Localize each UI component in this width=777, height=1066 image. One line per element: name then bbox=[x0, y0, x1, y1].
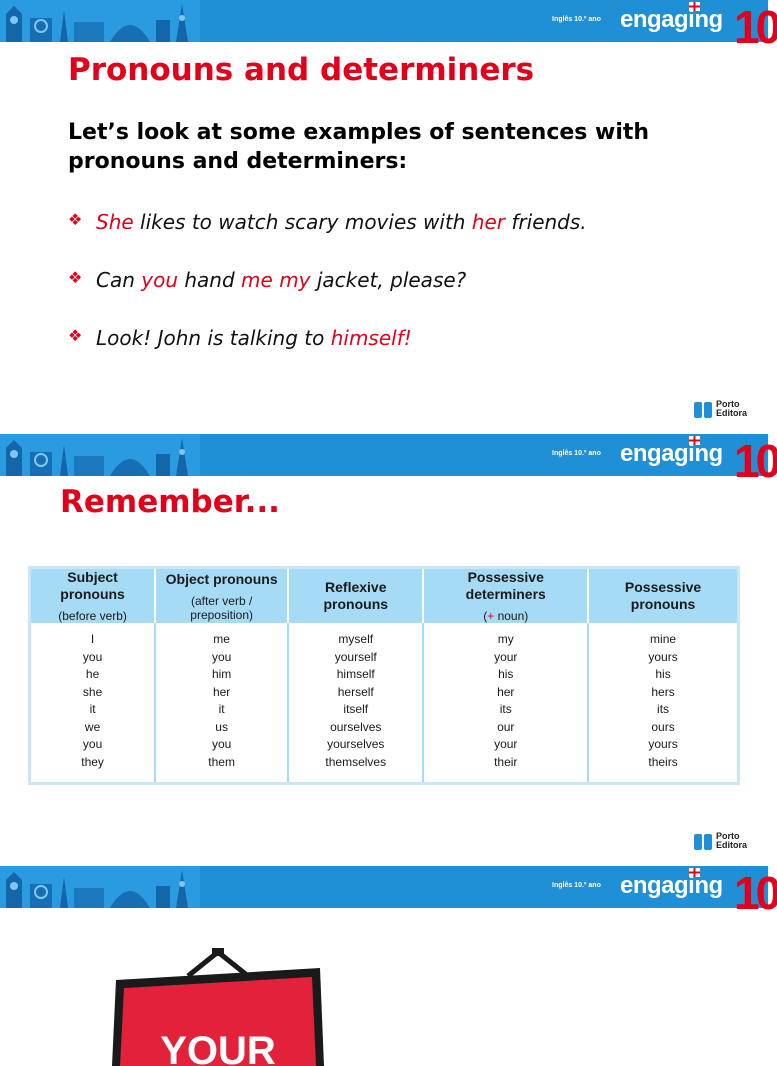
logo-text-line1: Porto bbox=[716, 831, 740, 841]
header-title: Reflexive pronouns bbox=[323, 579, 389, 612]
sentence-text: friends. bbox=[505, 210, 587, 234]
london-landmarks-illustration bbox=[0, 866, 200, 908]
london-landmarks-illustration bbox=[0, 434, 200, 476]
table-cell-word: myself bbox=[338, 632, 374, 646]
pronoun-highlight: me my bbox=[241, 268, 311, 292]
table-cell-word: my bbox=[497, 632, 514, 646]
table-cell-word: themselves bbox=[325, 754, 387, 769]
table-cell-word: yourself bbox=[334, 649, 377, 664]
banner-subtitle: Inglês 10.º ano bbox=[552, 16, 601, 23]
header-title: Possessive pronouns bbox=[624, 579, 702, 612]
slide-remember-table bbox=[0, 434, 777, 864]
header-subtitle: (after verb / preposition) bbox=[190, 593, 253, 622]
pronouns-table bbox=[28, 566, 740, 785]
banner-subtitle: Inglês 10.º ano bbox=[552, 450, 601, 457]
diamond-bullet-icon: ❖ bbox=[68, 268, 83, 287]
table-cell-word: it bbox=[218, 702, 225, 716]
header-subtitle: (before verb) bbox=[58, 609, 127, 623]
porto-editora-logo bbox=[694, 400, 754, 420]
logo-text-line1: Porto bbox=[716, 399, 740, 409]
header-title: Subject pronouns bbox=[60, 569, 125, 602]
table-cell-word: our bbox=[497, 719, 515, 734]
banner-number: 10 bbox=[734, 435, 777, 487]
table-cell-word: its bbox=[657, 702, 670, 716]
table-cell-word: his bbox=[498, 667, 514, 681]
table-cell-word: us bbox=[215, 719, 228, 734]
table-cell-word: its bbox=[499, 702, 512, 716]
porto-editora-logo-icon bbox=[694, 834, 714, 850]
logo-text-line2: Editora bbox=[716, 408, 748, 418]
table-header-row bbox=[30, 568, 739, 624]
table-cell-word: we bbox=[84, 719, 101, 734]
table-cell-word: your bbox=[494, 737, 518, 751]
sentence-text: jacket, please? bbox=[310, 268, 467, 292]
banner-brand: engaging bbox=[620, 872, 723, 899]
table-cell-word: himself bbox=[336, 667, 375, 681]
column-header-object bbox=[155, 568, 288, 624]
slide-banner bbox=[0, 434, 768, 476]
pronoun-highlight: himself! bbox=[330, 326, 412, 350]
sign-text: YOUR bbox=[160, 1029, 276, 1066]
table-cell-word: theirs bbox=[648, 754, 678, 769]
example-sentences bbox=[68, 210, 587, 384]
banner-subtitle: Inglês 10.º ano bbox=[552, 882, 601, 889]
table-cell-word: their bbox=[494, 754, 518, 769]
column-header-possessive-pronouns bbox=[588, 568, 738, 624]
banner-number: 10 bbox=[734, 1, 777, 53]
table-cell-word: they bbox=[81, 754, 104, 769]
reflexive-pronouns-cell bbox=[288, 623, 423, 783]
banner-brand: engaging bbox=[620, 6, 723, 33]
table-cell-word: me bbox=[213, 632, 230, 646]
slide-your-turn bbox=[0, 866, 777, 1066]
pronoun-highlight: her bbox=[471, 210, 506, 234]
porto-editora-logo bbox=[694, 832, 754, 852]
table-cell-word: I bbox=[90, 632, 95, 646]
logo-text-line2: Editora bbox=[716, 840, 748, 850]
table-cell-word: you bbox=[211, 737, 232, 751]
slide-title: Remember... bbox=[60, 484, 280, 520]
example-sentence bbox=[68, 210, 587, 234]
london-landmarks-illustration bbox=[0, 0, 200, 42]
header-title: Possessive determiners bbox=[465, 569, 546, 602]
example-sentence bbox=[68, 268, 587, 292]
plus-sign: + bbox=[487, 609, 495, 623]
hanging-sign-illustration bbox=[108, 946, 328, 1066]
table-row bbox=[30, 623, 739, 783]
table-cell-word: yourselves bbox=[327, 737, 385, 751]
diamond-bullet-icon: ❖ bbox=[68, 326, 83, 345]
diamond-bullet-icon: ❖ bbox=[68, 210, 83, 229]
pronoun-highlight: She bbox=[96, 210, 134, 234]
table-cell-word: ourselves bbox=[330, 719, 382, 734]
table-cell-word: she bbox=[82, 684, 103, 699]
slide-banner bbox=[0, 866, 768, 908]
slide-title: Pronouns and determiners bbox=[68, 52, 535, 88]
pronoun-highlight: you bbox=[141, 268, 179, 292]
sentence-text: likes to watch scary movies with bbox=[133, 210, 472, 234]
column-header-possessive-determiners bbox=[423, 568, 588, 624]
sentence-text: Can bbox=[96, 268, 142, 292]
table-cell-word: yours bbox=[648, 737, 678, 751]
table-cell-word: him bbox=[211, 667, 232, 681]
table-cell-word: her bbox=[497, 684, 515, 699]
table-cell-word: it bbox=[89, 702, 96, 716]
example-sentence bbox=[68, 326, 587, 350]
possessive-determiners-cell bbox=[423, 623, 588, 783]
slide-banner bbox=[0, 0, 768, 42]
table-cell-word: itself bbox=[343, 702, 369, 716]
table-cell-word: he bbox=[85, 667, 100, 681]
object-pronouns-cell bbox=[155, 623, 288, 783]
table-cell-word: you bbox=[211, 649, 232, 664]
porto-editora-logo-icon bbox=[694, 402, 714, 418]
table-cell-word: her bbox=[212, 684, 231, 699]
table-cell-word: mine bbox=[650, 632, 677, 646]
sentence-text: Look! John is talking to bbox=[96, 326, 331, 350]
subject-pronouns-cell bbox=[30, 623, 156, 783]
table-cell-word: his bbox=[655, 667, 671, 681]
table-cell-word: them bbox=[208, 754, 235, 769]
banner-number: 10 bbox=[734, 867, 777, 919]
column-header-reflexive bbox=[288, 568, 423, 624]
table-cell-word: your bbox=[494, 649, 518, 664]
sentence-text: hand bbox=[178, 268, 242, 292]
table-cell-word: ours bbox=[651, 719, 675, 734]
header-subtitle: (+ noun) bbox=[483, 609, 529, 623]
table-cell-word: you bbox=[82, 649, 103, 664]
table-cell-word: herself bbox=[337, 684, 374, 699]
possessive-pronouns-cell bbox=[588, 623, 738, 783]
table-cell-word: hers bbox=[651, 684, 675, 699]
banner-brand: engaging bbox=[620, 440, 723, 467]
header-title: Object pronouns bbox=[165, 570, 278, 587]
column-header-subject bbox=[30, 568, 156, 624]
intro-text: Let’s look at some examples of sentences with pronouns and determiners: bbox=[68, 120, 650, 174]
table-cell-word: you bbox=[82, 737, 103, 751]
slide-pronouns-examples bbox=[0, 0, 777, 432]
header-subtitle-text: noun bbox=[494, 609, 525, 623]
table-cell-word: yours bbox=[648, 649, 678, 664]
